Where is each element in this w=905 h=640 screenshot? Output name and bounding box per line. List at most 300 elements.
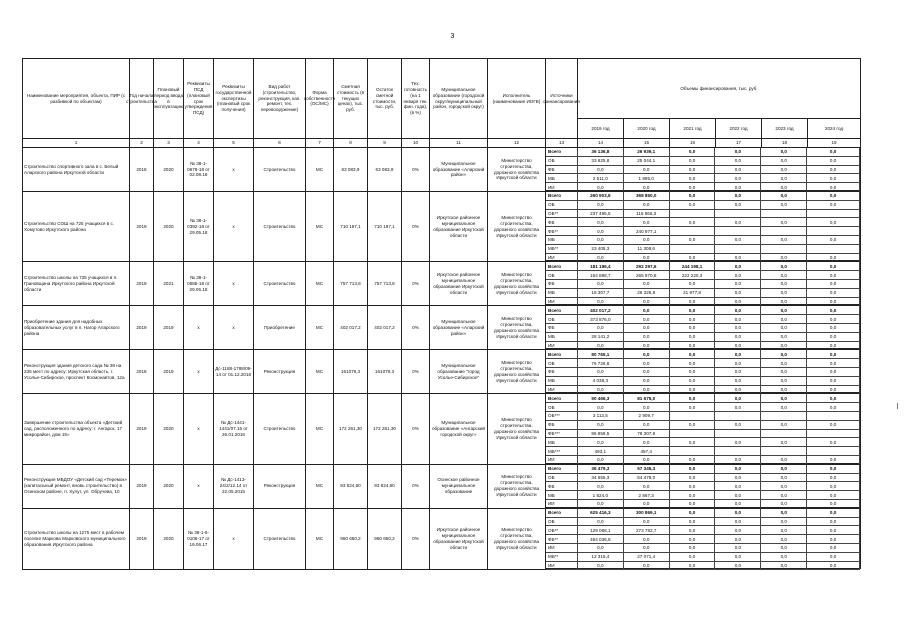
funding-value: 0,0 bbox=[715, 306, 761, 314]
table-row bbox=[546, 333, 860, 342]
funding-value bbox=[761, 447, 807, 455]
funding-value: 265 970,8 bbox=[624, 271, 670, 279]
table-row bbox=[546, 315, 860, 324]
funding-source: ФБ** bbox=[546, 227, 578, 235]
column-number: 15 bbox=[623, 138, 670, 148]
funding-value bbox=[715, 447, 761, 455]
funding-value: 292 297,6 bbox=[624, 262, 670, 270]
project-end: 2021 bbox=[153, 261, 184, 306]
funding-value: 0,0 bbox=[670, 474, 716, 482]
header-year: 2021 год bbox=[669, 118, 716, 139]
project-own: МС bbox=[305, 464, 334, 509]
header-sources: Источники финансирования bbox=[545, 58, 578, 139]
funding-value: 0,0 bbox=[670, 333, 716, 341]
column-number: 4 bbox=[183, 138, 214, 148]
project-mun: Иркутское районное муниципальное образование Иркутской области bbox=[429, 508, 488, 571]
project-work: Строительство bbox=[253, 261, 306, 306]
project-est: 960 650,2 bbox=[333, 508, 368, 571]
project-block bbox=[22, 305, 880, 349]
funding-value: 0,0 bbox=[807, 148, 860, 156]
funding-value: 76 726,8 bbox=[578, 359, 624, 367]
funding-value: 0,0 bbox=[715, 262, 761, 270]
funding-source: ФБ*** bbox=[546, 430, 578, 438]
funding-source: Всего bbox=[546, 192, 578, 200]
table-row bbox=[546, 289, 860, 298]
funding-value: 0,0 bbox=[715, 315, 761, 323]
project-rem: 710 197,1 bbox=[367, 191, 402, 262]
funding-source: ИИ bbox=[546, 183, 578, 191]
funding-source: ОБ bbox=[546, 271, 578, 279]
table-row bbox=[546, 553, 860, 562]
funding-source: ОБ bbox=[546, 474, 578, 482]
project-end: 2020 bbox=[153, 147, 184, 192]
funding-value bbox=[715, 227, 761, 235]
funding-value: 0,0 bbox=[670, 438, 716, 446]
funding-value: 0,0 bbox=[807, 280, 860, 288]
funding-value bbox=[670, 430, 716, 438]
funding-value: 0,0 bbox=[761, 333, 807, 341]
funding-value: 0,0 bbox=[624, 166, 670, 174]
header-work-type: Вид работ (строительство, реконструкция, кап. ремонт, тех. перевооружение) bbox=[253, 58, 306, 139]
table-row bbox=[546, 218, 860, 227]
project-est: 402 017,2 bbox=[333, 305, 368, 350]
funding-value: 0,0 bbox=[624, 377, 670, 385]
header-remainder: Остаток сметной стоимости, тыс. руб. bbox=[367, 58, 402, 139]
funding-value: 0,0 bbox=[715, 386, 761, 394]
project-work: Строительство bbox=[253, 147, 306, 192]
funding-source: МБ bbox=[546, 236, 578, 244]
funding-source: МБ*** bbox=[546, 447, 578, 455]
funding-value: 0,0 bbox=[715, 359, 761, 367]
funding-value: 0,0 bbox=[624, 280, 670, 288]
funding-value bbox=[807, 210, 860, 218]
table-row bbox=[546, 421, 860, 430]
funding-source: ИИ bbox=[546, 544, 578, 552]
funding-value: 0,0 bbox=[578, 227, 624, 235]
funding-source: ФБ bbox=[546, 280, 578, 288]
funding-value: 0,0 bbox=[624, 218, 670, 226]
funding-value: 0,0 bbox=[761, 562, 807, 570]
funding-value: 164 888,7 bbox=[578, 271, 624, 279]
project-work: Приобретение bbox=[253, 305, 306, 350]
table-row bbox=[546, 491, 860, 500]
project-ready: 0% bbox=[401, 305, 430, 350]
funding-value: 0,0 bbox=[624, 333, 670, 341]
funding-source: ОБ bbox=[546, 359, 578, 367]
funding-value: 0,0 bbox=[715, 342, 761, 350]
funding-value: 0,0 bbox=[670, 403, 716, 411]
project-name: Строительство СОШ на 725 учащихся в с. Хомутово Иркутского района bbox=[22, 191, 130, 262]
funding-value: 0,0 bbox=[807, 377, 860, 385]
funding-value: 0,0 bbox=[578, 298, 624, 306]
funding-value: 36 479,3 bbox=[578, 465, 624, 473]
funding-value: 0,0 bbox=[578, 324, 624, 332]
funding-value: 0,0 bbox=[761, 500, 807, 508]
funding-value: 26 939,1 bbox=[624, 148, 670, 156]
funding-value: 0,0 bbox=[670, 166, 716, 174]
project-est: 172 261,30 bbox=[333, 393, 368, 464]
funding-value: 0,0 bbox=[807, 271, 860, 279]
table-row bbox=[546, 166, 860, 175]
funding-value: 0,0 bbox=[807, 192, 860, 200]
page-number: 3 bbox=[450, 33, 455, 40]
funding-value: 493,1 bbox=[578, 447, 624, 455]
funding-value: 0,0 bbox=[715, 368, 761, 376]
project-rem: 63 083,9 bbox=[367, 147, 402, 192]
header-funding: Объемы финансирования, тыс. руб. bbox=[577, 58, 861, 119]
funding-value: 0,0 bbox=[578, 201, 624, 209]
project-mun: Муниципальное образование «Аларский район» bbox=[429, 147, 488, 192]
table-row bbox=[546, 236, 860, 245]
project-exec: Министерство строительства, дорожного хозяйства Иркутской области bbox=[487, 305, 546, 350]
funding-value: 21 977,8 bbox=[670, 289, 716, 297]
funding-source: МБ bbox=[546, 289, 578, 297]
funding-value: 0,0 bbox=[624, 254, 670, 262]
funding-value: 0,0 bbox=[578, 183, 624, 191]
project-exec: Министерство строительства, дорожного хозяйства Иркутской области bbox=[487, 349, 546, 394]
project-work: Реконструкция bbox=[253, 349, 306, 394]
funding-source: ИИ bbox=[546, 456, 578, 464]
header-ownership: Форма собственности (ОС/МС) bbox=[305, 58, 334, 139]
project-ready: 0% bbox=[401, 393, 430, 464]
column-number: 1 bbox=[22, 138, 130, 148]
funding-value: 0,0 bbox=[624, 386, 670, 394]
table-row bbox=[546, 201, 860, 210]
funding-value: 0,0 bbox=[624, 518, 670, 526]
funding-value: 0,0 bbox=[715, 500, 761, 508]
funding-value: 0,0 bbox=[761, 456, 807, 464]
funding-source: ОБ bbox=[546, 403, 578, 411]
funding-source: ФБ bbox=[546, 166, 578, 174]
column-number: 2 bbox=[129, 138, 154, 148]
funding-value: 0,0 bbox=[670, 201, 716, 209]
funding-value: 0,0 bbox=[715, 465, 761, 473]
funding-value: 0,0 bbox=[715, 148, 761, 156]
funding-value: 0,0 bbox=[761, 183, 807, 191]
funding-value: 0,0 bbox=[761, 421, 807, 429]
project-rem: 402 017,2 bbox=[367, 305, 402, 350]
project-start: 2019 bbox=[129, 305, 154, 350]
funding-value: 90 466,3 bbox=[578, 394, 624, 402]
table-row bbox=[546, 394, 860, 403]
project-name: Приобретение здания для надобных образовательных услуг в п. Нагор Аларского района bbox=[22, 305, 130, 350]
table-row bbox=[546, 227, 860, 236]
funding-value: 34 655,3 bbox=[578, 474, 624, 482]
funding-source: ОБ bbox=[546, 157, 578, 165]
funding-value bbox=[761, 227, 807, 235]
project-ready: 0% bbox=[401, 464, 430, 509]
funding-value: 0,0 bbox=[807, 333, 860, 341]
project-exp: Дс-1188-1788/09-14 от 01.12.2016 bbox=[213, 349, 254, 394]
project-mun: Муниципальное образование «Ангарский городской округ» bbox=[429, 393, 488, 464]
funding-value: 0,0 bbox=[670, 368, 716, 376]
funding-value: 0,0 bbox=[578, 368, 624, 376]
project-exp: x bbox=[213, 147, 254, 192]
table-row bbox=[546, 174, 860, 183]
funding-value bbox=[761, 430, 807, 438]
column-number: 18 bbox=[761, 138, 808, 148]
project-exp: № Дс-1413-24/2/12.14 от 22.05.2015 bbox=[213, 464, 254, 509]
funding-value: 36 136,8 bbox=[578, 148, 624, 156]
table-row bbox=[546, 430, 860, 439]
funding-value: 0,0 bbox=[807, 544, 860, 552]
column-number: 17 bbox=[715, 138, 762, 148]
funding-value: 0,0 bbox=[761, 535, 807, 543]
table-row bbox=[546, 509, 860, 518]
funding-source: ИИ bbox=[546, 298, 578, 306]
funding-value: 0,0 bbox=[715, 174, 761, 182]
funding-value: 0,0 bbox=[761, 482, 807, 490]
funding-value: 0,0 bbox=[578, 342, 624, 350]
table-row bbox=[546, 377, 860, 386]
funding-value: 0,0 bbox=[807, 518, 860, 526]
funding-value: 0,0 bbox=[578, 456, 624, 464]
funding-value: 0,0 bbox=[807, 342, 860, 350]
funding-value: 54 478,0 bbox=[624, 474, 670, 482]
funding-value: 0,0 bbox=[715, 298, 761, 306]
funding-value: 0,0 bbox=[761, 306, 807, 314]
table-row bbox=[546, 438, 860, 447]
funding-value: 0,0 bbox=[578, 218, 624, 226]
funding-value: 0,0 bbox=[715, 236, 761, 244]
project-end: 2019 bbox=[153, 349, 184, 394]
project-rem: 960 650,2 bbox=[367, 508, 402, 571]
funding-value bbox=[670, 447, 716, 455]
funding-value: 0,0 bbox=[670, 456, 716, 464]
project-block bbox=[22, 349, 880, 393]
project-own: МС bbox=[305, 393, 334, 464]
header-year: 2023 год bbox=[761, 118, 808, 139]
funding-value: 0,0 bbox=[807, 262, 860, 270]
table-row bbox=[546, 280, 860, 289]
funding-value bbox=[670, 227, 716, 235]
funding-value: 0,0 bbox=[624, 183, 670, 191]
funding-value: 0,0 bbox=[715, 350, 761, 358]
funding-value: 0,0 bbox=[761, 394, 807, 402]
funding-value: 0,0 bbox=[715, 183, 761, 191]
funding-value bbox=[761, 210, 807, 218]
funding-value: 116 565,3 bbox=[624, 210, 670, 218]
funding-source: ОБ** bbox=[546, 526, 578, 534]
project-exp: x bbox=[213, 261, 254, 306]
funding-value: 0,0 bbox=[670, 544, 716, 552]
funding-value: 27 071,4 bbox=[624, 553, 670, 561]
funding-source: Всего bbox=[546, 394, 578, 402]
funding-source: ФБ bbox=[546, 368, 578, 376]
funding-value: 0,0 bbox=[761, 465, 807, 473]
project-est: 161079,3 bbox=[333, 349, 368, 394]
project-ready: 0% bbox=[401, 147, 430, 192]
funding-value: 0,0 bbox=[670, 535, 716, 543]
funding-value: 0,0 bbox=[624, 350, 670, 358]
funding-value: 0,0 bbox=[807, 482, 860, 490]
funding-value: 0,0 bbox=[670, 183, 716, 191]
funding-value: 0,0 bbox=[670, 509, 716, 517]
funding-source: МБ bbox=[546, 377, 578, 385]
funding-source: Всего bbox=[546, 509, 578, 517]
funding-value: 0,0 bbox=[761, 474, 807, 482]
funding-value: 25 044,1 bbox=[624, 157, 670, 165]
funding-value: 0,0 bbox=[715, 438, 761, 446]
project-own: МС bbox=[305, 191, 334, 262]
header-readiness: Тех. готовность (на 1 января тек. фин. года), (в %) bbox=[401, 58, 430, 139]
funding-value: 0,0 bbox=[670, 254, 716, 262]
column-number: 3 bbox=[153, 138, 184, 148]
funding-value: 0,0 bbox=[807, 526, 860, 534]
funding-value: 300 869,1 bbox=[624, 509, 670, 517]
funding-value: 181 196,4 bbox=[578, 262, 624, 270]
funding-value: 0,0 bbox=[807, 562, 860, 570]
project-start: 2018 bbox=[129, 349, 154, 394]
table-row bbox=[546, 306, 860, 315]
funding-source: МБ bbox=[546, 174, 578, 182]
funding-value: 0,0 bbox=[761, 262, 807, 270]
funding-value: 78 307,9 bbox=[624, 430, 670, 438]
funding-value: 0,0 bbox=[761, 368, 807, 376]
funding-value: 2 909,7 bbox=[624, 412, 670, 420]
funding-value: 0,0 bbox=[715, 403, 761, 411]
funding-value: 81 675,0 bbox=[624, 394, 670, 402]
funding-source: ОБ bbox=[546, 518, 578, 526]
funding-value: 457,4 bbox=[624, 447, 670, 455]
funding-value: 0,0 bbox=[761, 526, 807, 534]
funding-value: 0,0 bbox=[761, 166, 807, 174]
funding-value: 0,0 bbox=[578, 280, 624, 288]
funding-value bbox=[807, 447, 860, 455]
funding-source: ИИ bbox=[546, 562, 578, 570]
funding-value: 0,0 bbox=[807, 201, 860, 209]
funding-value: 0,0 bbox=[670, 342, 716, 350]
funding-value: 1 895,0 bbox=[624, 174, 670, 182]
column-number: 7 bbox=[305, 138, 334, 148]
project-psd: x bbox=[183, 349, 214, 394]
project-exp: x bbox=[213, 508, 254, 571]
column-number: 12 bbox=[487, 138, 546, 148]
funding-value: 80 765,1 bbox=[578, 350, 624, 358]
funding-value: 0,0 bbox=[715, 474, 761, 482]
funding-value: 26 326,8 bbox=[624, 289, 670, 297]
funding-value: 0,0 bbox=[715, 192, 761, 200]
project-own: МС bbox=[305, 305, 334, 350]
project-start: 2019 bbox=[129, 191, 154, 262]
funding-value: 0,0 bbox=[761, 438, 807, 446]
funding-value: 0,0 bbox=[807, 359, 860, 367]
project-name: Строительство спортивного зала в с. Белый Аларского района Иркутской области bbox=[22, 147, 130, 192]
funding-source: Всего bbox=[546, 306, 578, 314]
project-work: Строительство bbox=[253, 508, 306, 571]
table-row bbox=[546, 482, 860, 491]
funding-rows bbox=[545, 508, 861, 570]
funding-value: 0,0 bbox=[670, 553, 716, 561]
funding-value: 129 068,1 bbox=[578, 526, 624, 534]
funding-value: 0,0 bbox=[670, 324, 716, 332]
funding-rows bbox=[545, 393, 861, 463]
project-mun: Осинское районное муниципальное образование bbox=[429, 464, 488, 509]
funding-rows bbox=[545, 305, 861, 349]
funding-value: 0,0 bbox=[807, 438, 860, 446]
project-block bbox=[22, 191, 880, 261]
funding-value: 33 625,8 bbox=[578, 157, 624, 165]
funding-value: 0,0 bbox=[761, 315, 807, 323]
column-number: 13 bbox=[545, 138, 578, 148]
funding-value: 0,0 bbox=[624, 324, 670, 332]
funding-value: 0,0 bbox=[670, 350, 716, 358]
project-exp: № Дс-1441-1441/07.15 от 26.01.2016 bbox=[213, 393, 254, 464]
funding-value: 0,0 bbox=[761, 386, 807, 394]
column-number: 11 bbox=[429, 138, 488, 148]
funding-value: 0,0 bbox=[715, 562, 761, 570]
funding-value: 240 977,1 bbox=[624, 227, 670, 235]
funding-value bbox=[761, 245, 807, 253]
funding-value: 0,0 bbox=[807, 509, 860, 517]
funding-value: 0,0 bbox=[578, 562, 624, 570]
project-work: Строительство bbox=[253, 393, 306, 464]
funding-value: 0,0 bbox=[670, 562, 716, 570]
funding-value: 0,0 bbox=[624, 535, 670, 543]
project-rem: 161079,3 bbox=[367, 349, 402, 394]
table-row bbox=[546, 535, 860, 544]
project-ready: 0% bbox=[401, 349, 430, 394]
header-municipality: Муниципальное образование (городской округ/муниципальный район, городской округ) bbox=[429, 58, 488, 139]
funding-value: 0,0 bbox=[761, 298, 807, 306]
funding-value: 0,0 bbox=[807, 456, 860, 464]
funding-value bbox=[715, 245, 761, 253]
funding-value: 0,0 bbox=[670, 280, 716, 288]
funding-value: 0,0 bbox=[761, 359, 807, 367]
table-row bbox=[546, 210, 860, 219]
funding-source: ОБ*** bbox=[546, 412, 578, 420]
column-number: 9 bbox=[367, 138, 402, 148]
table-row bbox=[546, 350, 860, 359]
funding-value: 1 824,0 bbox=[578, 491, 624, 499]
funding-value: 0,0 bbox=[715, 535, 761, 543]
table-row bbox=[546, 148, 860, 157]
funding-value: 222 220,3 bbox=[670, 271, 716, 279]
funding-value: 0,0 bbox=[715, 491, 761, 499]
funding-source: ФБ bbox=[546, 421, 578, 429]
funding-value: 0,0 bbox=[807, 254, 860, 262]
funding-value: 4 038,3 bbox=[578, 377, 624, 385]
funding-value: 0,0 bbox=[715, 280, 761, 288]
column-number: 19 bbox=[807, 138, 861, 148]
table-row bbox=[546, 192, 860, 201]
funding-value: 0,0 bbox=[807, 386, 860, 394]
funding-source: ФБ bbox=[546, 482, 578, 490]
funding-value bbox=[670, 245, 716, 253]
funding-value: 0,0 bbox=[670, 386, 716, 394]
project-psd: x bbox=[183, 393, 214, 464]
funding-value: 0,0 bbox=[761, 218, 807, 226]
funding-value: 3 113,5 bbox=[578, 412, 624, 420]
funding-value: 2 867,3 bbox=[624, 491, 670, 499]
funding-value: 0,0 bbox=[670, 394, 716, 402]
funding-value: 0,0 bbox=[761, 491, 807, 499]
funding-value: 0,0 bbox=[715, 254, 761, 262]
funding-rows bbox=[545, 191, 861, 261]
funding-value: 0,0 bbox=[670, 526, 716, 534]
funding-value: 0,0 bbox=[807, 553, 860, 561]
funding-value: 0,0 bbox=[624, 421, 670, 429]
project-block bbox=[22, 261, 880, 305]
project-exp: x bbox=[213, 305, 254, 350]
funding-value: 0,0 bbox=[807, 394, 860, 402]
funding-value: 260 903,8 bbox=[578, 192, 624, 200]
project-psd: № 38-1-0392-18 от 29.05.18 bbox=[183, 191, 214, 262]
project-ready: 0% bbox=[401, 191, 430, 262]
funding-value: 86 859,5 bbox=[578, 430, 624, 438]
funding-value: 0,0 bbox=[715, 526, 761, 534]
funding-value: 0,0 bbox=[807, 403, 860, 411]
